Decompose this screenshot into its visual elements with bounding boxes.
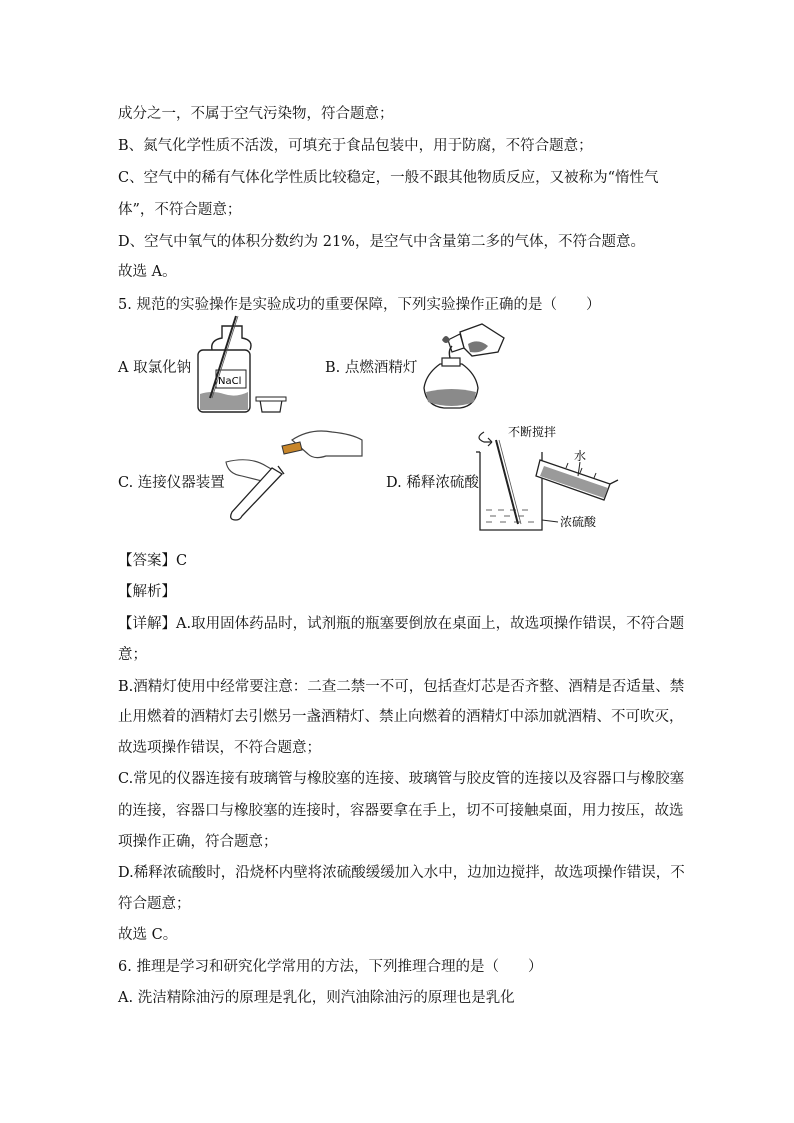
acid-label: 浓硫酸 — [560, 515, 597, 529]
text-line: 意； — [118, 647, 147, 663]
question-5-stem: 5. 规范的实验操作是实验成功的重要保障，下列实验操作正确的是（ ） — [118, 297, 601, 313]
option-a-label: A 取氯化钠 — [118, 360, 192, 376]
nacl-label: NaCl — [218, 376, 242, 387]
analysis-label: 【解析】 — [118, 584, 176, 600]
text-line: D.稀释浓硫酸时，沿烧杯内壁将浓硫酸缓缓加入水中，边加边搅拌，故选项操作错误，不 — [118, 865, 685, 881]
text-line: 项操作正确，符合题意； — [118, 834, 278, 850]
text-line: D、空气中氧气的体积分数约为 21%，是空气中含量第二多的气体，不符合题意。 — [118, 234, 645, 250]
figure-c-connect-apparatus — [222, 426, 372, 526]
option-b-label: B. 点燃酒精灯 — [325, 360, 418, 376]
figure-a-nacl-bottle — [192, 312, 312, 422]
text-line: 体”，不符合题意； — [118, 202, 242, 218]
water-label: 水 — [574, 449, 587, 463]
question-6-stem: 6. 推理是学习和研究化学常用的方法，下列推理合理的是（ ） — [118, 959, 543, 975]
stir-label: 不断搅拌 — [508, 425, 557, 439]
figure-b-alcohol-lamp — [412, 318, 512, 414]
figure-d-dilute-acid — [470, 418, 630, 538]
option-d-label: D. 稀释浓硫酸 — [386, 475, 479, 491]
text-line: C、空气中的稀有气体化学性质比较稳定，一般不跟其他物质反应，又被称为“惰性气 — [118, 170, 659, 186]
text-line: 符合题意； — [118, 896, 191, 912]
text-line: 成分之一，不属于空气污染物，符合题意； — [118, 106, 394, 122]
text-line: B.酒精灯使用中经常要注意：二查二禁一不可，包括查灯芯是否齐整、酒精是否适量、禁 — [118, 679, 685, 695]
option-c-label: C. 连接仪器装置 — [118, 475, 225, 491]
text-line: 【详解】A.取用固体药品时，试剂瓶的瓶塞要倒放在桌面上，故选项操作错误，不符合题 — [118, 616, 685, 632]
text-line: C.常见的仪器连接有玻璃管与橡胶塞的连接、玻璃管与胶皮管的连接以及容器口与橡胶塞 — [118, 771, 685, 787]
text-line: B、氮气化学性质不活泼，可填充于食品包装中，用于防腐，不符合题意； — [118, 138, 593, 154]
text-line: 的连接，容器口与橡胶塞的连接时，容器要拿在手上，切不可接触桌面，用力按压，故选 — [118, 803, 684, 819]
answer-label: 【答案】C — [118, 553, 188, 569]
text-line: 故选 C。 — [118, 927, 178, 943]
text-line: 止用燃着的酒精灯去引燃另一盏酒精灯、禁止向燃着的酒精灯中添加就酒精、不可吹灭， — [118, 709, 684, 725]
text-line: 故选项操作错误，不符合题意； — [118, 740, 321, 756]
option-line: A. 洗洁精除油污的原理是乳化，则汽油除油污的原理也是乳化 — [118, 990, 515, 1006]
text-line: 故选 A。 — [118, 264, 177, 280]
